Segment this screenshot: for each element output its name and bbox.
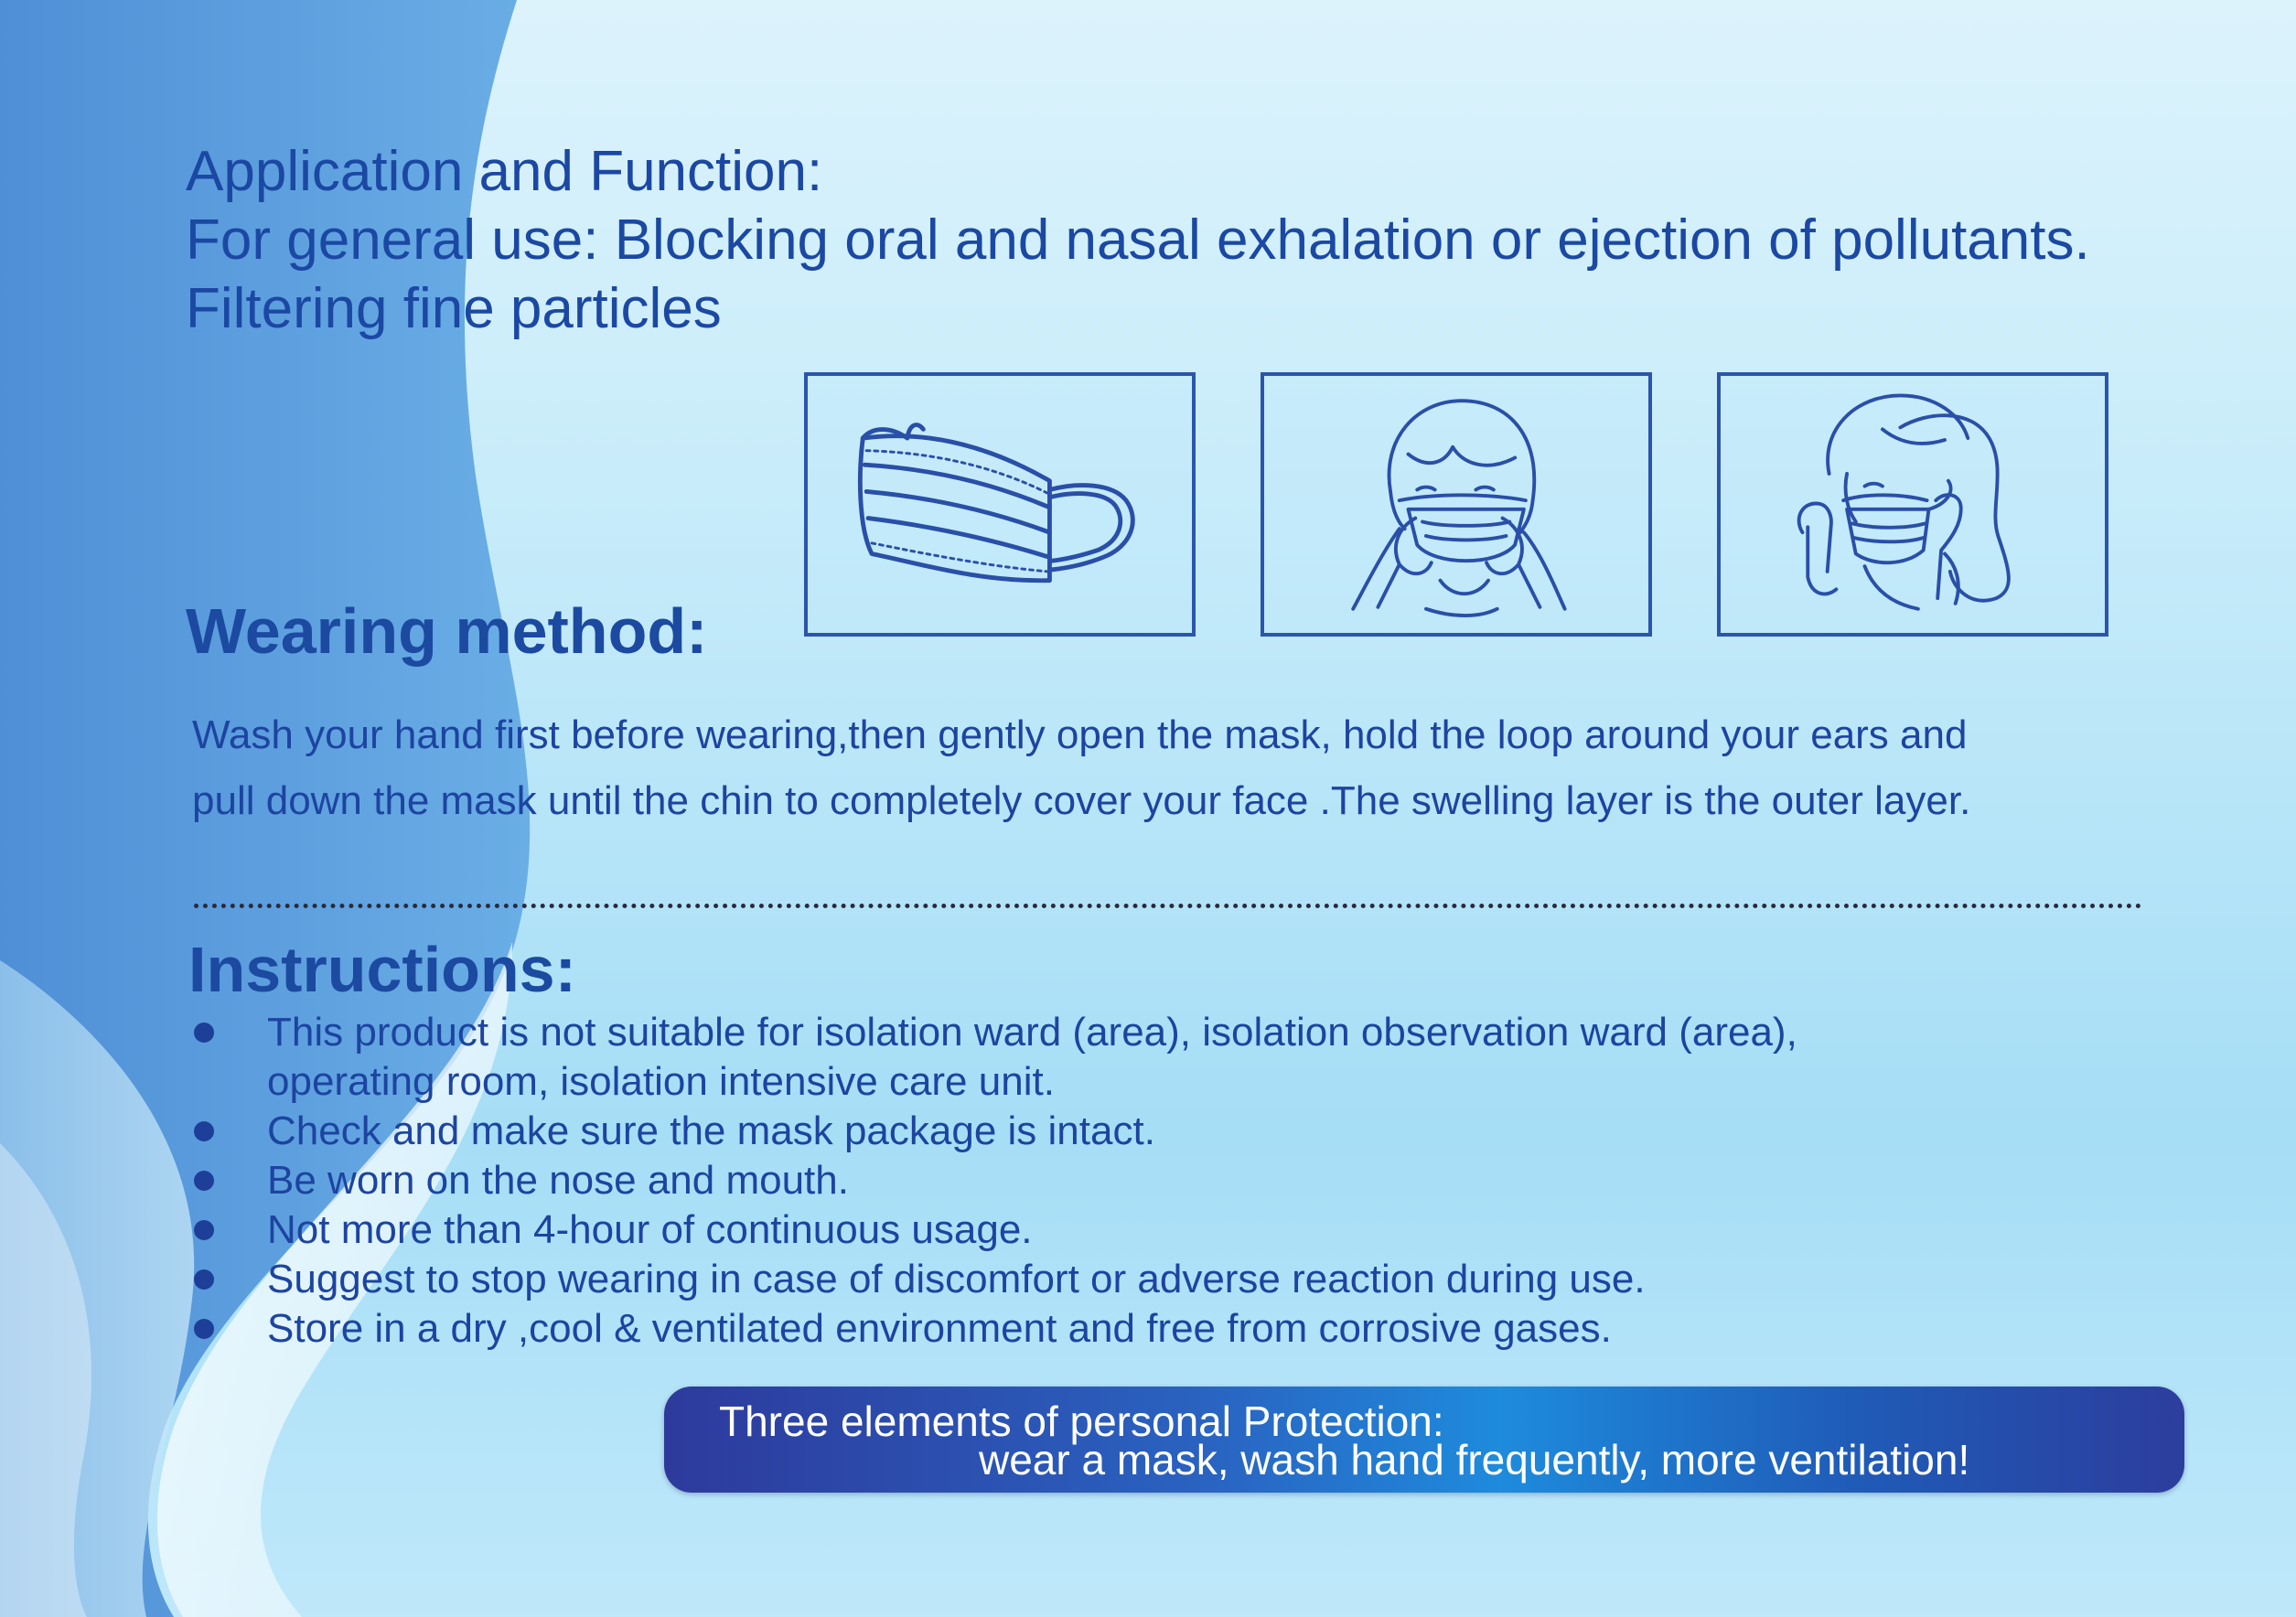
bullet-icon — [194, 1171, 214, 1191]
list-item — [192, 1008, 1797, 1107]
general-use-text: For general use: Blocking oral and nasal exhalation or ejection of pollutants. — [186, 209, 2090, 272]
surgical-mask-icon — [808, 376, 1192, 633]
bullet-icon — [194, 1269, 214, 1290]
banner-title: Three elements of personal Protection: — [719, 1397, 1444, 1445]
list-item — [192, 1205, 1797, 1255]
wearing-method-heading: Wearing method: — [186, 595, 708, 667]
list-item — [192, 1156, 1797, 1205]
person-fitting-mask-front-icon — [1264, 376, 1648, 633]
application-heading: Application and Function: — [186, 140, 823, 203]
wearing-method-text — [192, 702, 2150, 834]
list-item — [192, 1107, 1797, 1156]
list-item-text: Not more than 4-hour of continuous usage. — [267, 1207, 1033, 1252]
instructions-list — [192, 1008, 1797, 1354]
bullet-icon — [194, 1023, 214, 1043]
wearing-method-line-1: Wash your hand first before wearing,then gently open the mask, hold the loop around your ears and — [192, 712, 1968, 757]
list-item-text: Check and make sure the mask package is intact. — [267, 1108, 1155, 1153]
bullet-icon — [194, 1121, 214, 1141]
list-item — [192, 1304, 1797, 1354]
bullet-icon — [194, 1220, 214, 1240]
protection-banner — [664, 1387, 2184, 1493]
application-function-block — [186, 137, 2090, 343]
list-item-text: Be worn on the nose and mouth. — [267, 1158, 849, 1203]
list-item-text: Suggest to stop wearing in case of discomfort or adverse reaction during use. — [267, 1257, 1646, 1301]
wearing-method-line-2: pull down the mask until the chin to completely cover your face .The swelling layer is the outer layer. — [192, 778, 1971, 823]
instructions-heading: Instructions: — [188, 934, 576, 1005]
list-item — [192, 1255, 1797, 1304]
list-item-text-continued: operating room, isolation intensive care unit. — [267, 1059, 1055, 1104]
filtering-text: Filtering fine particles — [186, 277, 722, 340]
list-item-text: This product is not suitable for isolation ward (area), isolation observation ward (area), — [267, 1010, 1797, 1055]
list-item-text: Store in a dry ,cool & ventilated environment and free from corrosive gases. — [267, 1306, 1612, 1351]
bullet-icon — [194, 1319, 214, 1339]
fitting-illustration-panel — [1261, 372, 1652, 637]
person-adjusting-ear-loop-icon — [1721, 376, 2105, 633]
banner-subtitle: wear a mask, wash hand frequently, more ventilation! — [979, 1436, 1970, 1483]
adjusting-illustration-panel — [1717, 372, 2108, 637]
dotted-divider — [194, 904, 2142, 908]
mask-illustration-panel — [804, 372, 1196, 637]
